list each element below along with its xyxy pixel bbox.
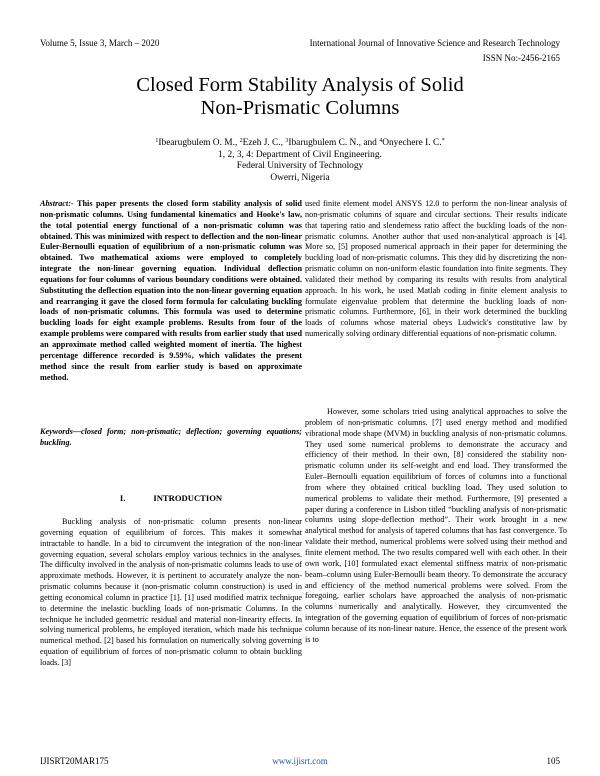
author-name: Ibearugbulem O. M., <box>158 138 238 148</box>
section-title: INTRODUCTION <box>153 493 223 503</box>
website-link[interactable]: www.ijisrt.com <box>272 756 328 766</box>
author-mark: 1 <box>155 138 159 144</box>
paper-title <box>0 74 600 120</box>
issn: ISSN No:-2456-2165 <box>482 53 560 63</box>
university: Federal University of Technology <box>236 161 364 171</box>
intro-paragraph-right-2: However, some scholars tried using analytical approaches to solve the problem of non-prismatic columns. [7] used energy method and modified vibrational mode shape (MVM) in buckling analysis of non-prismatic columns. They used some numerical problems to demonstrate the accuracy and efficiency of their method. In their own, [8] considered the stability non-prismatic column under its self-weight and end load. They transformed the Euler–Bernoulli equation equilibrium of forces of columns into a functional from where they obtained critical buckling load. They used solution to numerical problems to validate their method. Furthermore, [9] presented a paper during a conference in Lisbon titled “buckling analysis of non-prismatic columns using slope-deflection method”. Their work brought in a new analytical method for analysis of tapered columns that has fast convergence. To validate their method, numerical problems were solved using their method and finite element method. The two results compared well with each other. In their own work, [10] formulated exact elemental stiffness matrix of non-prismatic beam–column using Euler-Bernoulli beam theory. To demonstrate the accuracy and efficiency of the method numerical problems were solved. From the foregoing, earlier scholars have approached the analysis of non-prismatic columns numerically and analytically. However, they circumvented the integration of the governing equation of equilibrium of forces of non-prismatic column because of its non-linear nature. Hence, the essence of the present work is to <box>305 407 567 644</box>
volume-info: Volume 5, Issue 3, March – 2020 <box>40 38 160 48</box>
abstract-label: Abstract:- <box>40 199 74 208</box>
city: Owerri, Nigeria <box>270 172 330 183</box>
author-mark: 2 <box>239 138 243 144</box>
intro-paragraph-left: Buckling analysis of non-prismatic column presents non-linear governing equation of equilibrium of forces. This makes it somewhat intractable to handle. In a bid to circumvent the integration of the non-linear governing equation, several scholars employ various technics in the analyses. The difficulty involved in the analysis of non-prismatic columns leads to use of approximate methods. However, it is pertinent to accurately analyze the non-prismatic columns because it (non-prismatic column construction) is used in getting economical column in practice [1]. [1] used modified matrix technique to determine the inelastic buckling loads of non-prismatic Columns. In the technique he included geometric residual and material non-linearity effects. In solving numerical problems, he employed iteration, which made his technique numerical method. [2] based his formulation on numerically solving governing equation of equilibrium of forces of non-prismatic column to obtain buckling loads. [3] <box>40 517 302 667</box>
keywords-text: closed form; non-prismatic; deflection; governing equations; buckling. <box>40 427 302 447</box>
title-line-1: Closed Form Stability Analysis of Solid <box>136 74 464 96</box>
affiliation-line: 1, 2, 3, 4: Department of Civil Engineering. <box>218 149 382 160</box>
corresponding-mark: * <box>441 138 445 144</box>
abstract-text: This paper presents the closed form stability analysis of solid non-prismatic columns. Using fundamental kinematics and Hooke's law, the total potential energy functional of a non-prismatic column was obtained. This was minimized with respect to deflection and the non-linear Euler-Bernoulli equation of equilibrium of a non-prismatic column was obtained. Two mathematical axioms were employed to completely integrate the non-linear governing equation. Individual deflection equations for four columns of various boundary conditions were obtained. Substituting the deflection equation into the non-linear governing equation and rearranging it gave the closed form formula for calculating buckling loads of non-prismatic columns. This formula was used to determine buckling loads for eight example problems. Results from four of the example problems were compared with results from earlier study that used an approximate method called weighted moment of inertia. The highest percentage difference recorded is 9.59%, which validates the present method since the result from earlier study is based on approximate method. <box>40 199 302 382</box>
keywords <box>40 427 302 449</box>
page-number: 105 <box>546 756 560 766</box>
author-list <box>0 136 600 150</box>
section-heading <box>40 493 302 504</box>
keywords-label: Keywords— <box>40 427 81 436</box>
author-name: Ezeh J. C., <box>242 138 283 148</box>
journal-name: International Journal of Innovative Science and Research Technology <box>309 38 560 48</box>
intro-paragraph-right-1: used finite element model ANSYS 12.0 to perform the non-linear analysis of non-prismatic columns of square and circular sections. Their results indicate that tapering ratio and slenderness ratio affect the buckling loads of the non-prismatic columns. Another author that used non-analytical approach is [4]. More so, [5] proposed numerical approach in their paper for determining the buckling load of non-prismatic columns. This they did by discretizing the non-prismatic column on non-uniform elastic foundation into finite segments. They validated their method by comparing its results with results from analytical approach. In his work, he used Matlab coding in finite element analysis to formulate eigenvalue problem that determine the buckling loads of non-prismatic columns. Furthermore, [6], in their work determined the buckling loads of columns whose material obeys Ludwick's constitutive law by numerically solving ordinary differential equations of non-prismatic column. <box>305 199 567 339</box>
paper-code: IJISRT20MAR175 <box>40 756 109 766</box>
author-name: Ibarugbulem C. N., and <box>288 138 377 148</box>
author-mark: 3 <box>285 138 289 144</box>
abstract <box>40 199 302 383</box>
author-mark: 4 <box>379 138 383 144</box>
title-line-2: Non-Prismatic Columns <box>200 97 400 119</box>
author-block <box>0 136 600 184</box>
section-number: I. <box>119 493 126 503</box>
author-name: Onyechere I. C. <box>382 138 442 148</box>
